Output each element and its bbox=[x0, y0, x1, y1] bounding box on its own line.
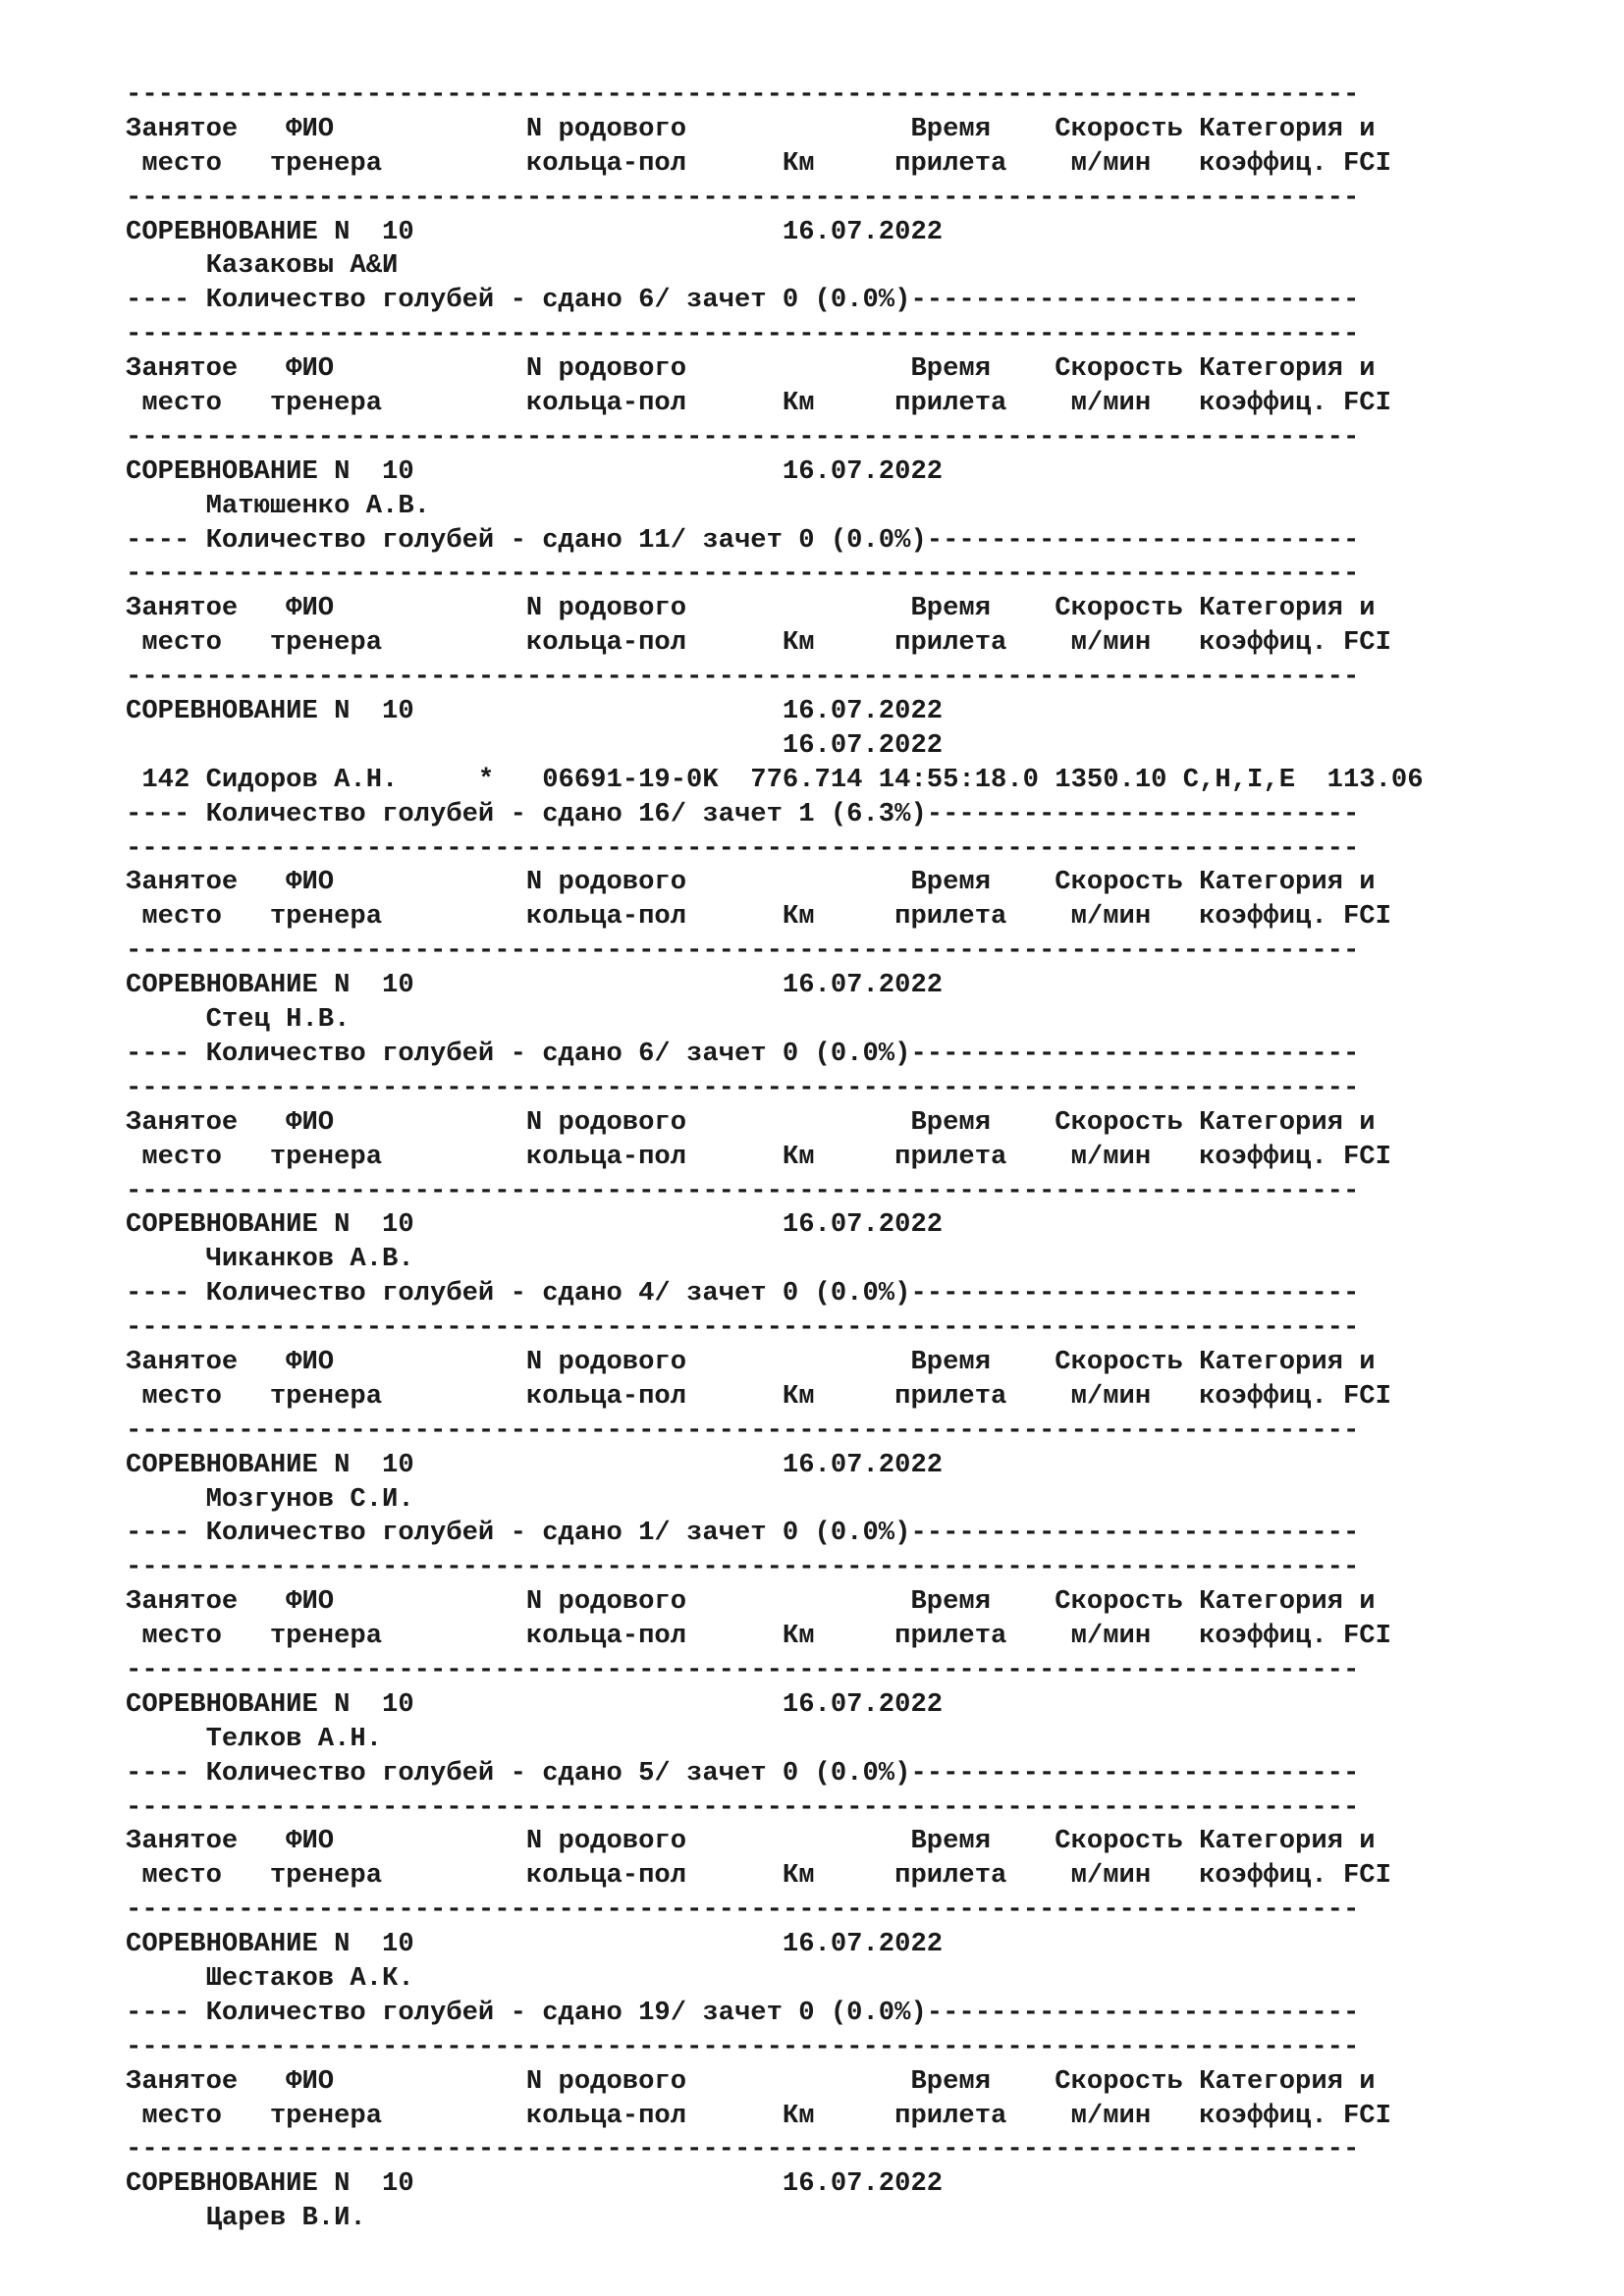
result-row: 142 Сидоров А.Н. * 06691-19-0K 776.714 14:55:18.0 1350.10 C,H,I,E 113.06 bbox=[126, 764, 1424, 795]
column-header-row-2: место тренера кольца-пол Км прилета м/мин коэффиц. FCI bbox=[126, 901, 1391, 933]
competition-line: СОРЕВНОВАНИЕ N 10 16.07.2022 bbox=[126, 970, 944, 1001]
separator-line: ----------------------------------------------------------------------------- bbox=[126, 1791, 1360, 1823]
column-header-row-2: место тренера кольца-пол Км прилета м/мин коэффиц. FCI bbox=[126, 1860, 1391, 1892]
competition-line: СОРЕВНОВАНИЕ N 10 16.07.2022 bbox=[126, 216, 944, 247]
pigeon-count-summary: ---- Количество голубей - сдано 1/ зачет 0 (0.0%)---------------------------- bbox=[126, 1518, 1360, 1549]
pigeon-count-summary: ---- Количество голубей - сдано 6/ зачет 0 (0.0%)---------------------------- bbox=[126, 1038, 1360, 1069]
column-header-row-2: место тренера кольца-пол Км прилета м/мин коэффиц. FCI bbox=[126, 388, 1391, 419]
pigeon-count-summary: ---- Количество голубей - сдано 5/ зачет 0 (0.0%)---------------------------- bbox=[126, 1757, 1360, 1789]
trainer-name: Матюшенко А.В. bbox=[126, 490, 430, 521]
separator-line: ----------------------------------------------------------------------------- bbox=[126, 662, 1360, 693]
separator-line: ----------------------------------------------------------------------------- bbox=[126, 559, 1360, 590]
column-header-row-1: Занятое ФИО N родового Время Скорость Категория и bbox=[126, 353, 1376, 385]
competition-line: СОРЕВНОВАНИЕ N 10 16.07.2022 bbox=[126, 696, 944, 727]
column-header-row-2: место тренера кольца-пол Км прилета м/мин коэффиц. FCI bbox=[126, 147, 1391, 179]
separator-line: ----------------------------------------------------------------------------- bbox=[126, 935, 1360, 967]
competition-line: СОРЕВНОВАНИЕ N 10 16.07.2022 bbox=[126, 1449, 944, 1480]
competition-line: СОРЕВНОВАНИЕ N 10 16.07.2022 bbox=[126, 1929, 944, 1960]
trainer-name: Телков А.Н. bbox=[126, 1723, 383, 1754]
separator-line: ----------------------------------------------------------------------------- bbox=[126, 80, 1360, 110]
pigeon-count-summary: ---- Количество голубей - сдано 4/ зачет 0 (0.0%)---------------------------- bbox=[126, 1278, 1360, 1309]
pigeon-count-summary: ---- Количество голубей - сдано 16/ зачет 1 (6.3%)--------------------------- bbox=[126, 798, 1360, 829]
column-header-row-2: место тренера кольца-пол Км прилета м/мин коэффиц. FCI bbox=[126, 2100, 1391, 2131]
trainer-name: Мозгунов С.И. bbox=[126, 1483, 414, 1515]
separator-line: ----------------------------------------------------------------------------- bbox=[126, 319, 1360, 350]
competition-line: СОРЕВНОВАНИЕ N 10 16.07.2022 bbox=[126, 1688, 944, 1720]
column-header-row-1: Занятое ФИО N родового Время Скорость Категория и bbox=[126, 113, 1376, 144]
column-header-row-1: Занятое ФИО N родового Время Скорость Категория и bbox=[126, 1586, 1376, 1618]
separator-line: ----------------------------------------------------------------------------- bbox=[126, 1175, 1360, 1206]
column-header-row-1: Занятое ФИО N родового Время Скорость Категория и bbox=[126, 1826, 1376, 1857]
trainer-name: Чиканков А.В. bbox=[126, 1244, 414, 1275]
separator-line: ----------------------------------------------------------------------------- bbox=[126, 1552, 1360, 1583]
trainer-name: Царев В.И. bbox=[126, 2203, 366, 2234]
column-header-row-1: Занятое ФИО N родового Время Скорость Категория и bbox=[126, 593, 1376, 624]
separator-line: ----------------------------------------------------------------------------- bbox=[126, 421, 1360, 453]
column-header-row-2: место тренера кольца-пол Км прилета м/мин коэффиц. FCI bbox=[126, 1621, 1391, 1652]
separator-line: ----------------------------------------------------------------------------- bbox=[126, 1895, 1360, 1926]
column-header-row-1: Занятое ФИО N родового Время Скорость Категория и bbox=[126, 1346, 1376, 1377]
report-page bbox=[126, 79, 1424, 2236]
separator-line: ----------------------------------------------------------------------------- bbox=[126, 2134, 1360, 2165]
separator-line: ----------------------------------------------------------------------------- bbox=[126, 182, 1360, 213]
separator-line: ----------------------------------------------------------------------------- bbox=[126, 832, 1360, 864]
column-header-row-1: Занятое ФИО N родового Время Скорость Категория и bbox=[126, 867, 1376, 898]
trainer-name: Казаковы А&И bbox=[126, 250, 399, 282]
column-header-row-1: Занятое ФИО N родового Время Скорость Категория и bbox=[126, 2065, 1376, 2097]
pigeon-count-summary: ---- Количество голубей - сдано 19/ зачет 0 (0.0%)--------------------------- bbox=[126, 1997, 1360, 2028]
date-line: 16.07.2022 bbox=[126, 729, 944, 761]
competition-line: СОРЕВНОВАНИЕ N 10 16.07.2022 bbox=[126, 2168, 944, 2200]
column-header-row-2: место тренера кольца-пол Км прилета м/мин коэффиц. FCI bbox=[126, 1141, 1391, 1172]
column-header-row-2: место тренера кольца-пол Км прилета м/мин коэффиц. FCI bbox=[126, 1380, 1391, 1412]
separator-line: ----------------------------------------------------------------------------- bbox=[126, 1415, 1360, 1446]
column-header-row-1: Занятое ФИО N родового Время Скорость Категория и bbox=[126, 1106, 1376, 1138]
trainer-name: Шестаков А.К. bbox=[126, 1962, 414, 1994]
column-header-row-2: место тренера кольца-пол Км прилета м/мин коэффиц. FCI bbox=[126, 627, 1391, 659]
separator-line: ----------------------------------------------------------------------------- bbox=[126, 1072, 1360, 1103]
competition-line: СОРЕВНОВАНИЕ N 10 16.07.2022 bbox=[126, 455, 944, 487]
separator-line: ----------------------------------------------------------------------------- bbox=[126, 1312, 1360, 1344]
separator-line: ----------------------------------------------------------------------------- bbox=[126, 2031, 1360, 2062]
pigeon-count-summary: ---- Количество голубей - сдано 6/ зачет 0 (0.0%)---------------------------- bbox=[126, 285, 1360, 316]
trainer-name: Стец Н.В. bbox=[126, 1004, 351, 1036]
pigeon-count-summary: ---- Количество голубей - сдано 11/ зачет 0 (0.0%)--------------------------- bbox=[126, 524, 1360, 556]
separator-line: ----------------------------------------------------------------------------- bbox=[126, 1654, 1360, 1685]
competition-line: СОРЕВНОВАНИЕ N 10 16.07.2022 bbox=[126, 1209, 944, 1241]
